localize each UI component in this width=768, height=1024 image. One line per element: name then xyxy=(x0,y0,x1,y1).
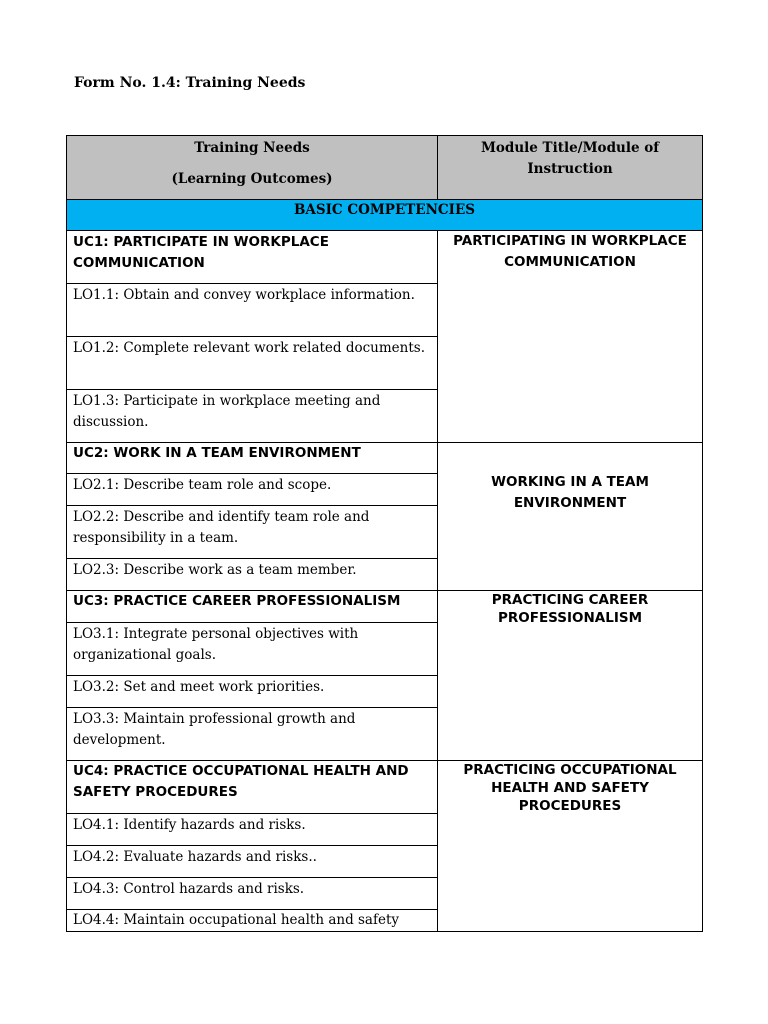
table-row xyxy=(67,231,703,284)
form-title: Form No. 1.4: Training Needs xyxy=(74,75,306,91)
learning-outcome: LO1.3: Participate in workplace meeting and discussion. xyxy=(67,390,438,443)
learning-outcome: LO2.3: Describe work as a team member. xyxy=(67,559,438,591)
table-row xyxy=(67,591,703,623)
unit-of-competency: UC1: PARTICIPATE IN WORKPLACE COMMUNICATION xyxy=(67,231,438,284)
learning-outcome: LO3.1: Integrate personal objectives with organizational goals. xyxy=(67,623,438,676)
unit-of-competency: UC4: PRACTICE OCCUPATIONAL HEALTH AND SAFETY PROCEDURES xyxy=(67,761,438,814)
learning-outcome: LO4.4: Maintain occupational health and safety xyxy=(67,910,438,932)
module-title: PRACTICING CAREER PROFESSIONALISM xyxy=(438,591,703,761)
learning-outcome: LO2.2: Describe and identify team role and responsibility in a team. xyxy=(67,506,438,559)
unit-of-competency: UC2: WORK IN A TEAM ENVIRONMENT xyxy=(67,443,438,474)
unit-of-competency: UC3: PRACTICE CAREER PROFESSIONALISM xyxy=(67,591,438,623)
learning-outcome: LO3.3: Maintain professional growth and development. xyxy=(67,708,438,761)
module-title: WORKING IN A TEAM ENVIRONMENT xyxy=(438,443,703,591)
module-title: PRACTICING OCCUPATIONAL HEALTH AND SAFETY PROCEDURES xyxy=(438,761,703,932)
learning-outcome: LO3.2: Set and meet work priorities. xyxy=(67,676,438,708)
basic-competencies-band: BASIC COMPETENCIES xyxy=(67,200,703,231)
header-training-needs: Training Needs (Learning Outcomes) xyxy=(67,136,438,200)
table-row xyxy=(67,443,703,474)
learning-outcome: LO4.3: Control hazards and risks. xyxy=(67,878,438,910)
header-module-title: Module Title/Module of Instruction xyxy=(438,136,703,200)
learning-outcome: LO1.1: Obtain and convey workplace information. xyxy=(67,284,438,337)
learning-outcome: LO1.2: Complete relevant work related documents. xyxy=(67,337,438,390)
table-row xyxy=(67,761,703,814)
training-needs-table xyxy=(66,135,703,932)
band-row xyxy=(67,200,703,231)
learning-outcome: LO4.2: Evaluate hazards and risks.. xyxy=(67,846,438,878)
learning-outcome: LO2.1: Describe team role and scope. xyxy=(67,474,438,506)
header-row xyxy=(67,136,703,200)
learning-outcome: LO4.1: Identify hazards and risks. xyxy=(67,814,438,846)
module-title: PARTICIPATING IN WORKPLACE COMMUNICATION xyxy=(438,231,703,443)
